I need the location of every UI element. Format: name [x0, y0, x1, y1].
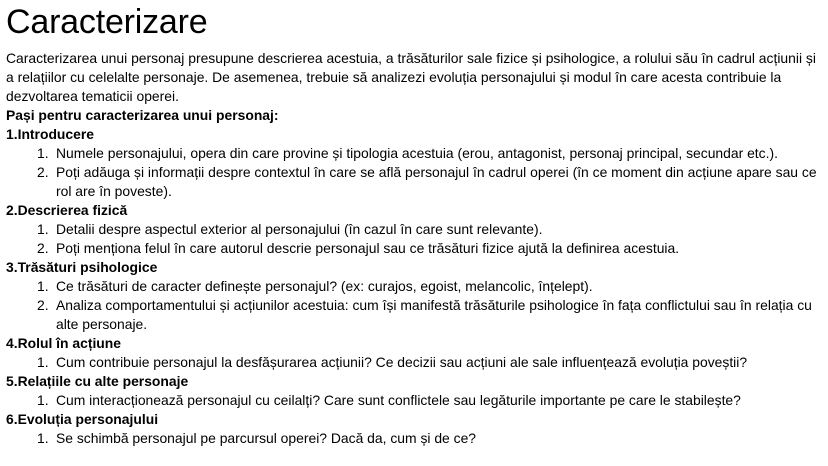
section-title: 3.Trăsături psihologice — [6, 259, 158, 275]
list-item-text: Analiza comportamentului și acțiunilor acestuia: cum își manifestă trăsăturile psihologice în fața conflictului sau în relația cu alte personaje. — [56, 297, 812, 332]
list-item-number: 1. — [37, 278, 49, 294]
list-item-number: 1. — [37, 430, 49, 446]
list-item-number: 2. — [37, 164, 49, 180]
list-item-text: Cum interacționează personajul cu ceilalți? Care sunt conflictele sau legăturile importante pe care le stabilește? — [56, 392, 741, 408]
list-item-text: Poți adăuga și informații despre contextul în care se află personajul în cadrul operei (în ce moment din acțiune apare sau ce rol are în poveste). — [56, 164, 817, 199]
list-item — [37, 144, 822, 163]
section-title: 1.Introducere — [6, 126, 94, 142]
list-item-text: Numele personajului, opera din care provine și tipologia acestuia (erou, antagonist, personaj principal, secundar etc.). — [56, 145, 778, 161]
section-title: 2.Descrierea fizică — [6, 202, 128, 218]
list-item-number: 1. — [37, 354, 49, 370]
list-item-text: Ce trăsături de caracter definește personajul? (ex: curajos, egoist, melancolic, înțelept). — [56, 278, 593, 294]
section-evolutia — [6, 410, 822, 448]
page-title: Caracterizare — [6, 3, 208, 41]
list-item — [37, 277, 822, 296]
section-items — [6, 220, 822, 258]
section-title: 5.Relațiile cu alte personaje — [6, 373, 189, 389]
slide — [6, 0, 822, 466]
list-item-number: 1. — [37, 145, 49, 161]
list-item-text: Detalii despre aspectul exterior al personajului (în cazul în care sunt relevante). — [56, 221, 543, 237]
section-items — [6, 353, 822, 372]
intro-paragraph: Caracterizarea unui personaj presupune descrierea acestuia, a trăsăturilor sale fizice și psihologice, a rolului său în cadrul acțiunii și a relațiilor cu celelalte personaje. De asemenea, trebuie să analizezi evoluția personajului și modul în care acesta contribuie la dezvoltarea tematicii operei. — [6, 50, 816, 104]
list-item-number: 1. — [37, 221, 49, 237]
list-item — [37, 239, 822, 258]
list-item-text: Cum contribuie personajul la desfășurarea acțiunii? Ce decizii sau acțiuni ale sale influențează evoluția poveștii? — [56, 354, 748, 370]
section-title: 4.Rolul în acțiune — [6, 335, 121, 351]
list-item — [37, 163, 822, 201]
list-item-number: 2. — [37, 240, 49, 256]
list-item-number: 2. — [37, 297, 49, 313]
list-item-text: Se schimbă personajul pe parcursul operei? Dacă da, cum și de ce? — [56, 430, 477, 446]
section-items — [6, 391, 822, 410]
list-item — [37, 391, 822, 410]
list-item — [37, 220, 822, 239]
sections-list — [6, 125, 822, 448]
section-title: 6.Evoluția personajului — [6, 411, 159, 427]
section-trasaturi-psihologice — [6, 258, 822, 334]
steps-heading: Pași pentru caracterizarea unui personaj: — [6, 107, 279, 123]
list-item — [37, 429, 822, 448]
section-introducere — [6, 125, 822, 201]
list-item — [37, 296, 822, 334]
section-items — [6, 144, 822, 201]
list-item — [37, 353, 822, 372]
list-item-number: 1. — [37, 392, 49, 408]
section-items — [6, 277, 822, 334]
section-items — [6, 429, 822, 448]
section-rolul-in-actiune — [6, 334, 822, 372]
list-item-text: Poți menționa felul în care autorul descrie personajul sau ce trăsături fizice ajută la definirea acestuia. — [56, 240, 680, 256]
section-relatiile — [6, 372, 822, 410]
section-descrierea-fizica — [6, 201, 822, 258]
